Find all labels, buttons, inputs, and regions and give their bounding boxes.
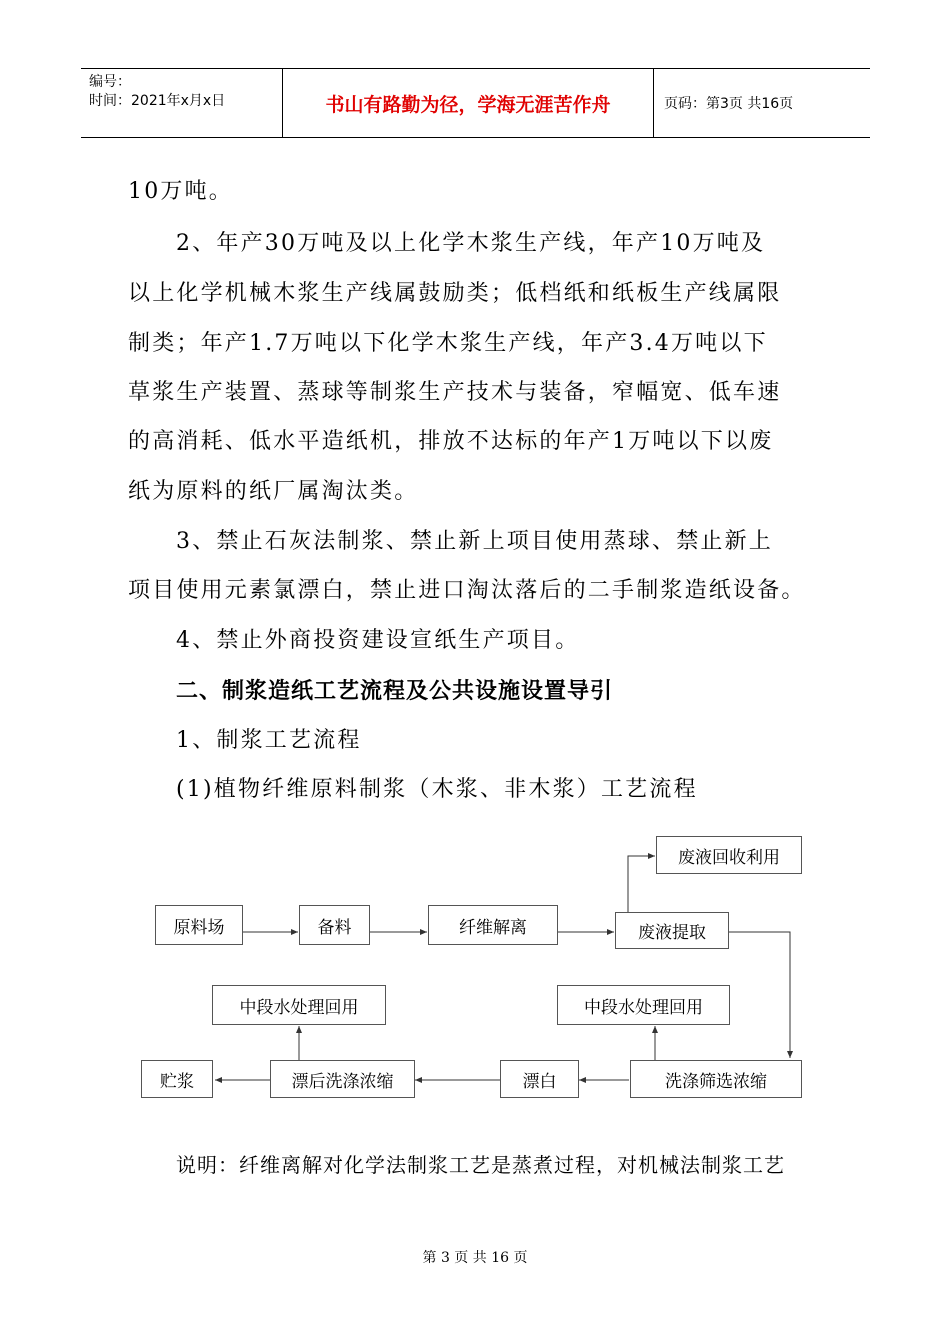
page-footer: 第 3 页 共 16 页 — [422, 1250, 528, 1266]
box-prep: 备料 — [299, 905, 370, 945]
body-line: 制类；年产1.7万吨以下化学木浆生产线，年产3.4万吨以下 — [128, 331, 768, 356]
box-post-bleach-wash: 漂后洗涤浓缩 — [270, 1060, 415, 1098]
box-mid-water-right: 中段水处理回用 — [557, 985, 730, 1025]
box-bleaching: 漂白 — [500, 1060, 579, 1098]
box-mid-water-left: 中段水处理回用 — [212, 985, 386, 1025]
body-line: 纸为原料的纸厂属淘汰类。 — [128, 479, 419, 504]
body-line: 项目使用元素氯漂白，禁止进口淘汰落后的二手制浆造纸设备。 — [128, 578, 806, 603]
section-heading: 二、制浆造纸工艺流程及公共设施设置导引 — [176, 679, 614, 704]
body-line: 以上化学机械木浆生产线属鼓励类；低档纸和纸板生产线属限 — [128, 281, 782, 306]
subsection-heading: (1)植物纤维原料制浆（木浆、非木浆）工艺流程 — [176, 777, 698, 802]
body-line: 的高消耗、低水平造纸机，排放不达标的年产1万吨以下以废 — [128, 429, 774, 454]
note-line: 说明：纤维离解对化学法制浆工艺是蒸煮过程，对机械法制浆工艺 — [176, 1153, 785, 1177]
box-liquor-recovery: 废液回收利用 — [656, 836, 802, 874]
time-label: 时间：2021年x月x日 — [89, 93, 226, 109]
header-motto: 书山有路勤为径，学海无涯苦作舟 — [283, 69, 654, 137]
box-fiber-separation: 纤维解离 — [428, 905, 558, 945]
arrow-extract-to-recovery — [628, 856, 655, 912]
arrow-extract-to-wash — [729, 932, 790, 1058]
body-line: 3、禁止石灰法制浆、禁止新上项目使用蒸球、禁止新上 — [176, 529, 773, 554]
body-line: 2、年产30万吨及以上化学木浆生产线，年产10万吨及 — [176, 231, 766, 256]
box-storage: 贮浆 — [141, 1060, 213, 1098]
subsection-heading: 1、制浆工艺流程 — [176, 728, 362, 753]
header-page-info: 页码：第3页 共16页 — [664, 96, 794, 112]
number-label: 编号： — [89, 74, 131, 90]
body-line: 4、禁止外商投资建设宣纸生产项目。 — [176, 628, 580, 653]
box-liquor-extraction: 废液提取 — [615, 912, 729, 949]
body-line: 10万吨。 — [128, 179, 233, 204]
box-raw-yard: 原料场 — [155, 905, 243, 945]
box-wash-screen-thicken: 洗涤筛选浓缩 — [630, 1060, 802, 1098]
body-line: 草浆生产装置、蒸球等制浆生产技术与装备，窄幅宽、低车速 — [128, 380, 782, 405]
